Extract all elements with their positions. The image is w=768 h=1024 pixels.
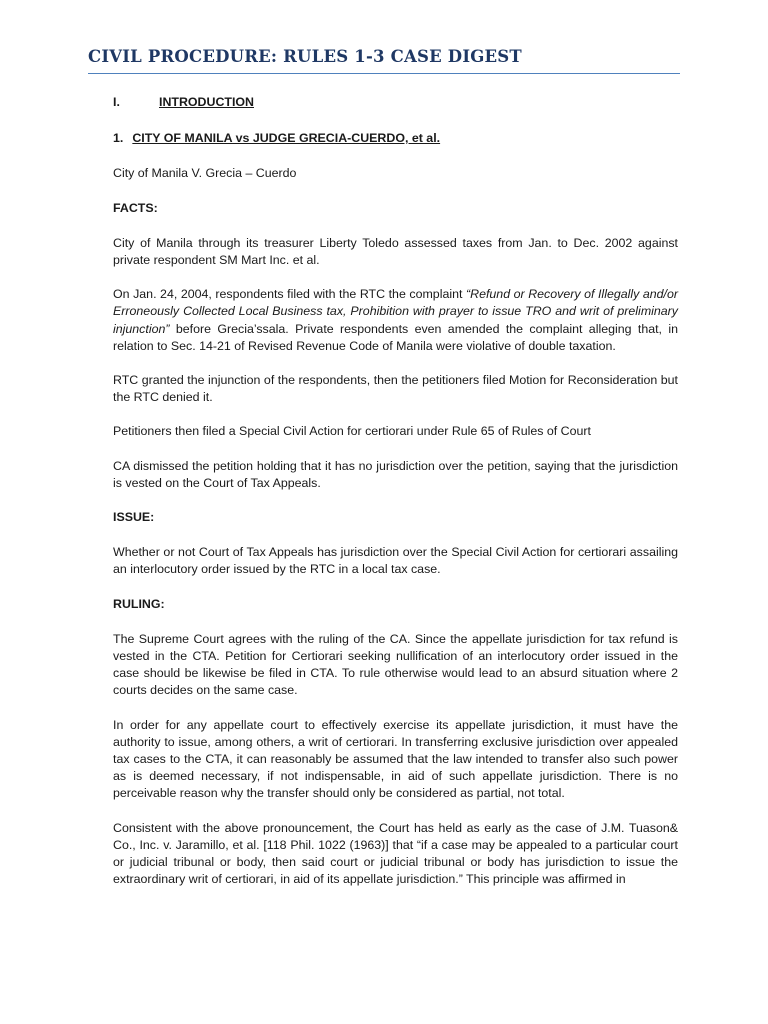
document-title: CIVIL PROCEDURE: RULES 1-3 CASE DIGEST [88,47,522,66]
issue-paragraph: Whether or not Court of Tax Appeals has jurisdiction over the Special Civil Action for certiorari assailing an interlocutory order issued by the RTC in a local tax case. [113,545,678,577]
facts-paragraph-2-tail: before Grecia’ssala. Private respondents even amended the complaint alleging that, in relation to Sec. 14-21 of Revised Revenue Code of Manila were violative of double taxation. [113,321,678,353]
case-title: CITY OF MANILA vs JUDGE GRECIA-CUERDO, et al. [132,131,441,146]
complaint-title: “Refund or Recovery of Illegally and/or Erroneously Collected Local Business tax, Prohibition with prayer to issue TRO and writ of preliminary injunction” [113,287,679,336]
section-heading [113,94,678,111]
title-divider [88,73,680,74]
ruling-paragraph-1: The Supreme Court agrees with the ruling of the CA. Since the appellate jurisdiction for tax refund is vested in the CTA. Petition for Certiorari seeking nullification of an interlocutory order issued in the case should be likewise be filed in CTA. To rule otherwise would lead to an absurd situation where 2 courts decides on the same case. [113,631,678,698]
ruling-paragraph-2: In order for any appellate court to effectively exercise its appellate jurisdiction, it must have the authority to issue, among others, a writ of certiorari. In transferring exclusive jurisdiction over appealed tax cases to the CTA, it can reasonably be assumed that the law intended to transfer also such power as is deemed necessary, if not indispensable, in aid of such appellate jurisdiction. There is no perceivable reason why the transfer should only be considered as partial, not total. [113,717,678,801]
facts-paragraph-2-lead: On Jan. 24, 2004, respondents filed with the RTC the complaint [113,287,466,302]
facts-paragraph-1: City of Manila through its treasurer Liberty Toledo assessed taxes from Jan. to Dec. 2002 against private respondent SM Mart Inc. et al. [113,235,678,268]
case-subtitle: City of Manila V. Grecia – Cuerdo [113,166,297,181]
case-number: 1. [113,131,124,146]
facts-paragraph-5: CA dismissed the petition holding that it has no jurisdiction over the petition, saying that the jurisdiction is vested on the Court of Tax Appeals. [113,458,678,490]
ruling-label: RULING: [113,596,165,611]
ruling-paragraph-3: Consistent with the above pronouncement, the Court has held as early as the case of J.M. Tuason& Co., Inc. v. Jaramillo, et al. [118 Phil. 1022 (1963)] that “if a case may be appealed to a particular court or judicial tribunal or body, then said court or judicial tribunal or body has jurisdiction to issue the extraordinary writ of certiorari, in aid of its appellate jurisdiction.” This principle was affirmed in [113,820,678,887]
facts-paragraph-2 [113,286,678,355]
issue-label: ISSUE: [113,510,155,525]
section-title: INTRODUCTION [159,95,254,109]
case-heading [113,130,678,147]
section-number: I. [113,95,120,109]
document-body [113,94,678,906]
facts-paragraph-3: RTC granted the injunction of the respondents, then the petitioners filed Motion for Reconsideration but the RTC denied it. [113,373,678,405]
facts-label: FACTS: [113,200,158,215]
facts-paragraph-4: Petitioners then filed a Special Civil Action for certiorari under Rule 65 of Rules of Court [113,424,591,439]
